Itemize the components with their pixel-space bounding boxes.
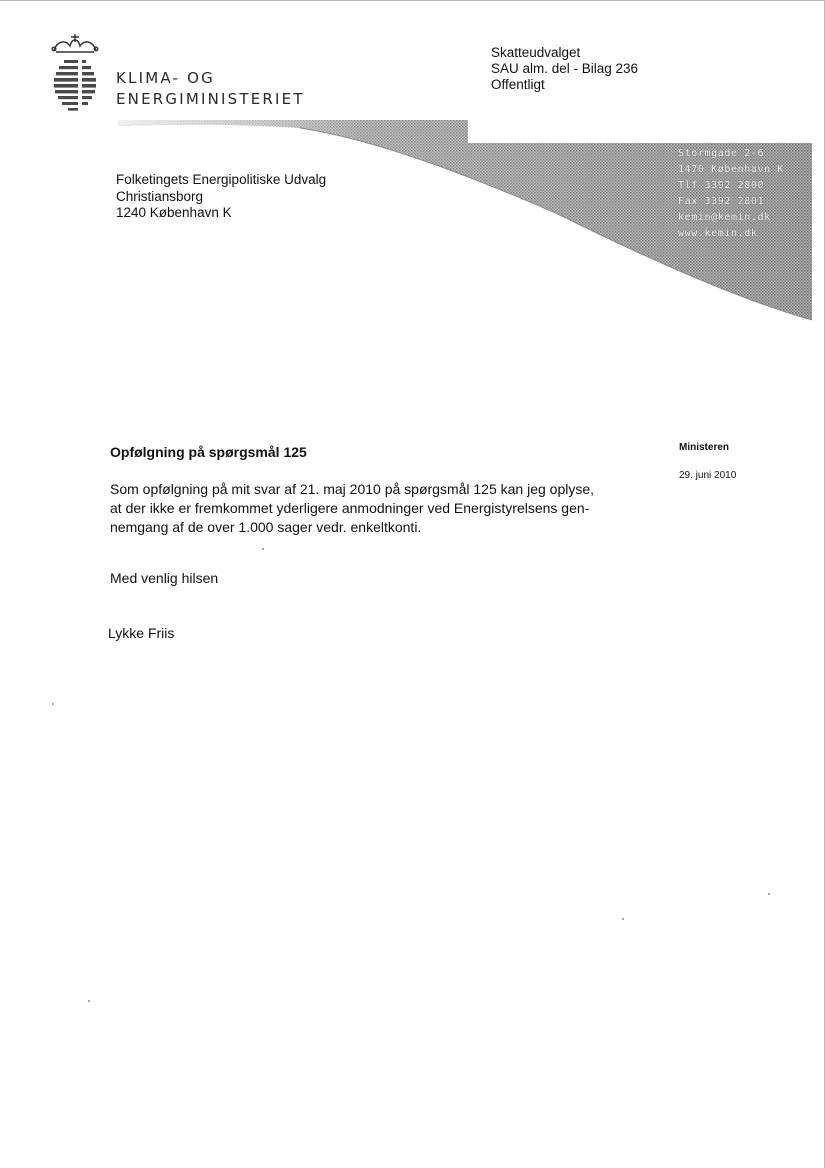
contact-fax: Fax 3392 2801 (678, 196, 765, 207)
scan-speck (52, 703, 54, 705)
contact-phone: Tlf 3392 2800 (678, 180, 765, 191)
contact-block (678, 146, 784, 242)
reference-line3: Offentligt (491, 77, 545, 92)
scan-speck (622, 918, 624, 920)
reference-line1: Skatteudvalget (491, 45, 581, 60)
recipient-line2: Christiansborg (116, 188, 204, 204)
ministry-name-line1: KLIMA- OG (116, 69, 215, 87)
recipient-line3: 1240 København K (116, 205, 232, 220)
scan-speck (768, 893, 770, 895)
recipient-address (116, 172, 326, 222)
letter-date: 29. juni 2010 (679, 470, 737, 481)
contact-email: kemin@kemin.dk (678, 212, 771, 223)
body-line2: at der ikke er fremkommet yderligere anmodninger ved Energistyrelsens gen- (110, 500, 590, 516)
body-line3: nemgang af de over 1.000 sager vedr. enkeltkonti. (110, 519, 422, 535)
sender-title: Ministeren (679, 442, 730, 453)
contact-web: www.kemin.dk (678, 228, 758, 239)
letter-body (110, 480, 630, 537)
letter-closing: Med venlig hilsen (110, 570, 219, 586)
reference-line2: SAU alm. del - Bilag 236 (491, 61, 639, 76)
scan-speck (262, 548, 264, 550)
ministry-name (116, 68, 305, 110)
contact-address: Stormgade 2-6 (678, 148, 765, 159)
body-line1: Som opfølgning på mit svar af 21. maj 2010 på spørgsmål 125 kan jeg oplyse, (110, 481, 595, 497)
ministry-name-line2: ENERGIMINISTERIET (116, 90, 305, 108)
letter-subject: Opfølgning på spørgsmål 125 (110, 444, 307, 460)
scan-speck (88, 1000, 90, 1002)
document-reference (491, 45, 638, 93)
crown-globe-icon (40, 30, 110, 120)
signatory: Lykke Friis (108, 625, 175, 641)
contact-city: 1470 København K (678, 164, 784, 175)
recipient-line1: Folketingets Energipolitiske Udvalg (116, 172, 327, 187)
